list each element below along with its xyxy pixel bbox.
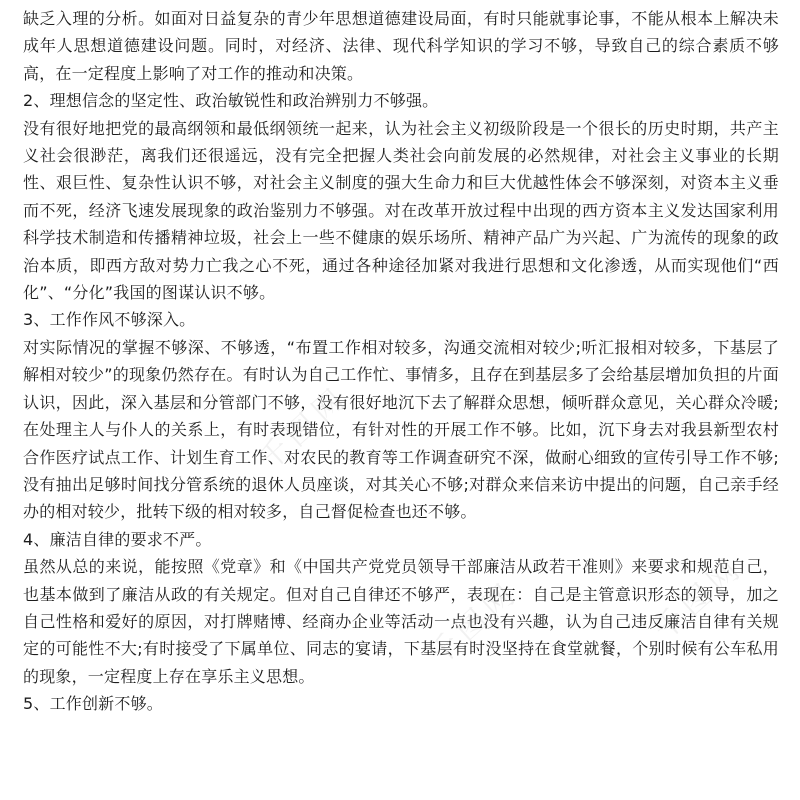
section-heading: 3、工作作风不够深入。 [23,310,196,330]
section-heading: 2、理想信念的坚定性、政治敏锐性和政治辨别力不够强。 [23,91,439,111]
paragraph-body: 对实际情况的掌握不够深、不够透，“布置工作相对较多，沟通交流相对较少;听汇报相对较多，下基层了解相对较少”的现象仍然存在。有时认为自己工作忙、事情多，且存在到基层多了会给基层增加负担的片面认识，因此，深入基层和分管部门不够，没有很好地沉下去了解群众思想，倾听群众意见，关心群众冷暖;在处理主人与仆人的关系上，有时表现错位，有针对性的开展工作不够。比如，沉下身去对我县新型农村合作医疗试点工作、计划生育工作、对农民的教育等工作调查研究不深，做耐心细致的宣传引导工作不够;没有抽出足够时间找分管系统的退休人员座谈，对其关心不够;对群众来信来访中提出的问题，自己亲手经办的相对较少，批转下级的相对较多，自己督促检查也还不够。 [23,337,779,522]
paragraph-body: 缺乏入理的分析。如面对日益复杂的青少年思想道德建设局面，有时只能就事论事，不能从根本上解决未成年人思想道德建设问题。同时，对经济、法律、现代科学知识的学习不够，导致自己的综合素质不够高，在一定程度上影响了对工作的推动和决策。 [23,9,779,83]
watermark: 千图网 [647,549,751,648]
paragraph-body: 虽然从总的来说，能按照《党章》和《中国共产党党员领导干部廉洁从政若干准则》来要求和规范自己，也基本做到了廉洁从政的有关规定。但对自己自律还不够严，表现在：自己是主管意识形态的领导，加之自己性格和爱好的原因，对打牌赌博、经商办企业等活动一点也没有兴趣，认为自己违反廉洁自律有关规定的可能性不大;有时接受了下属单位、同志的宴请，下基层有时没坚持在食堂就餐，个别时候有公车私用的现象，一定程度上存在享乐主义思想。 [23,557,779,686]
section-heading: 4、廉洁自律的要求不严。 [23,529,212,549]
watermark: 千图网 [422,574,526,673]
paragraph-body: 没有很好地把党的最高纲领和最低纲领统一起来，认为社会主义初级阶段是一个很长的历史时期，共产主义社会很渺茫，离我们还很遥远，没有完全把握人类社会向前发展的必然规律，对社会主义事业的长期性、艰巨性、复杂性认识不够，对社会主义制度的强大生命力和巨大优越性体会不够深刻，对资本主义垂而不死，经济飞速发展现象的政治鉴别力不够强。对在改革开放过程中出现的西方资本主义发达国家利用科学技术制造和传播精神垃圾，社会上一些不健康的娱乐场所、精神产品广为兴起、广为流传的现象的政治本质，即西方敌对势力亡我之心不死，通过各种途径加紧对我进行思想和文化渗透，从而实现他们“西化”、“分化”我国的图谋认识不够。 [23,118,779,303]
watermark: 千图网 [252,379,356,478]
section-heading-clipped: 5、工作创新不够。 [23,694,163,714]
